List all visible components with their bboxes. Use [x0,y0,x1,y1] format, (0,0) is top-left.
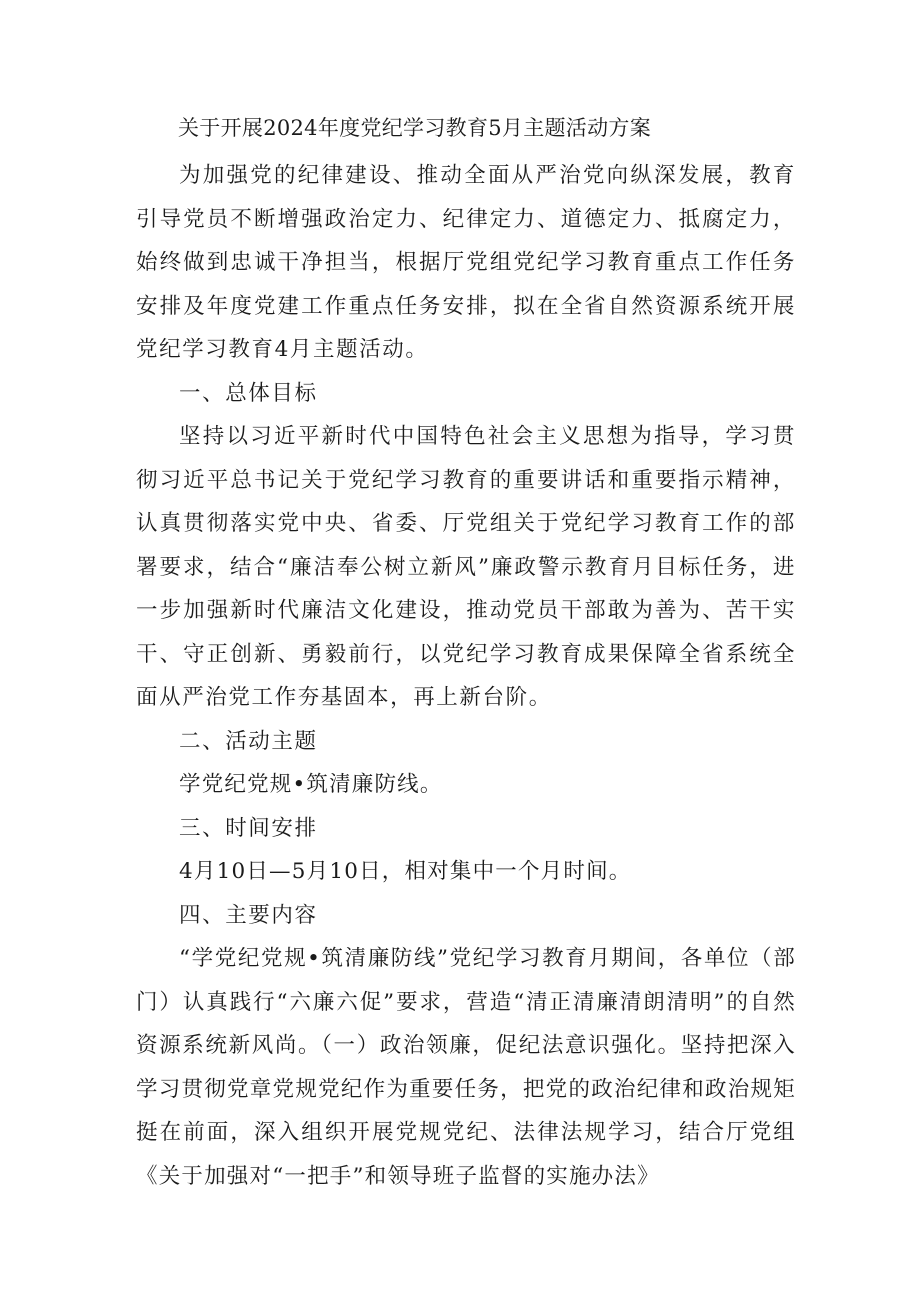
document-title: 关于开展2024年度党纪学习教育5月主题活动方案 [178,116,652,140]
intro-paragraph: 为加强党的纪律建设、推动全面从严治党向纵深发展，教育引导党员不断增强政治定力、纪律定力、道德定力、抵腐定力，始终做到忠诚干净担当，根据厅党组党纪学习教育重点工作任务安排及年度党建工作重点任务安排，拟在全省自然资源系统开展党纪学习教育4月主题活动。 [136,163,796,362]
section-body-theme: 学党纪党规•筑清廉防线。 [179,772,443,797]
section-body-content: “学党纪党规•筑清廉防线”党纪学习教育月期间，各单位（部门）认真践行“六廉六促”要求，营造“清正清廉清朗清明”的自然资源系统新风尚。（一）政治领廉，促纪法意识强化。坚持把深入学习贯彻党章党规党纪作为重要任务，把党的政治纪律和政治规矩挺在前面，深入组织开展党规党纪、法律法规学习，结合厅党组《关于加强对“一把手”和领导班子监督的实施办法》 [136,946,796,1189]
section-heading-goals: 一、总体目标 [179,380,318,406]
section-body-schedule: 4月10日—5月10日，相对集中一个月时间。 [179,859,632,884]
section-heading-content: 四、主要内容 [179,902,318,928]
section-heading-theme: 二、活动主题 [179,728,318,754]
section-body-goals: 坚持以习近平新时代中国特色社会主义思想为指导，学习贯彻习近平总书记关于党纪学习教育的重要讲话和重要指示精神，认真贯彻落实党中央、省委、厅党组关于党纪学习教育工作的部署要求，结合“廉洁奉公树立新风”廉政警示教育月目标任务，进一步加强新时代廉洁文化建设，推动党员干部敢为善为、苦干实干、守正创新、勇毅前行，以党纪学习教育成果保障全省系统全面从严治党工作夯基固本，再上新台阶。 [136,424,796,710]
document-body [136,108,796,1198]
section-heading-schedule: 三、时间安排 [179,815,318,841]
